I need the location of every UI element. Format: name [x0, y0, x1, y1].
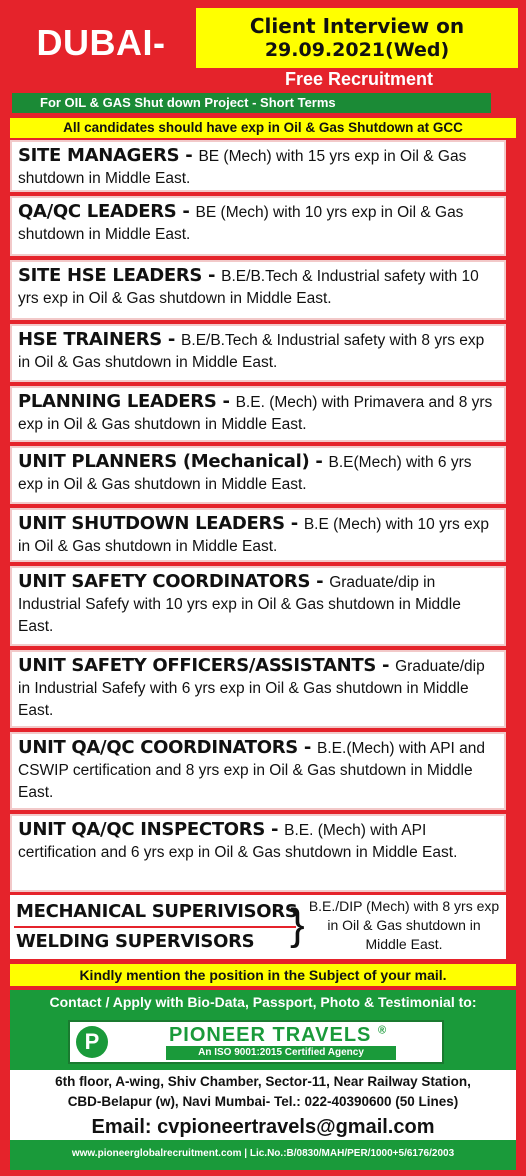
address-line: CBD-Belapur (w), Navi Mumbai- Tel.: 022-40390600 (50 Lines) — [67, 1094, 459, 1109]
position-title: SITE MANAGERS - — [18, 145, 199, 166]
position-title: PLANNING LEADERS - — [18, 391, 236, 412]
iso-badge: An ISO 9001:2015 Certified Agency — [166, 1046, 396, 1060]
position-desc: Graduate/dip in Industrial Safefy with 6 yrs exp in Oil & Gas shutdown in Middle East. — [18, 658, 485, 719]
position-desc: BE (Mech) with 15 yrs exp in Oil & Gas shutdown in Middle East. — [18, 148, 467, 187]
company-name: PIONEER TRAVELS ® — [168, 1024, 388, 1046]
position-card — [10, 324, 506, 382]
position-title: HSE TRAINERS - — [18, 329, 182, 350]
position-desc: B.E/B.Tech & Industrial safety with 10 yrs exp in Oil & Gas shutdown in Middle East. — [18, 268, 479, 307]
position-card — [10, 508, 506, 562]
license-line: www.pioneerglobalrecruitment.com | Lic.No.:B/0830/MAH/PER/1000+5/6176/2003 — [10, 1142, 516, 1166]
contact-instruction: Contact / Apply with Bio-Data, Passport, Photo & Testimonial to: — [49, 994, 477, 1010]
position-title: UNIT SAFETY COORDINATORS - — [18, 571, 330, 592]
position-title: UNIT QA/QC COORDINATORS - — [18, 737, 318, 758]
position-title: UNIT PLANNERS (Mechanical) - — [18, 451, 329, 472]
interview-banner — [196, 8, 518, 68]
project-banner: For OIL & GAS Shut down Project - Short Terms — [12, 93, 491, 113]
city-heading: DUBAI- — [36, 22, 166, 63]
position-title: SITE HSE LEADERS - — [18, 265, 222, 286]
contact-email[interactable]: Email: cvpioneertravels@gmail.com — [10, 1114, 516, 1140]
position-card — [10, 446, 506, 504]
position-card — [10, 260, 506, 320]
company-logo — [68, 1020, 444, 1064]
interview-title: Client Interview on — [249, 14, 465, 38]
contact-footer — [10, 990, 516, 1170]
logo-icon: P — [76, 1026, 108, 1058]
company-address — [10, 1070, 516, 1114]
position-card — [10, 732, 506, 810]
interview-date: 29.09.2021(Wed) — [264, 39, 450, 61]
position-card — [10, 386, 506, 442]
position-card — [10, 140, 506, 192]
mechanical-supervisors-title: MECHANICAL SUPERIVISORS — [16, 901, 298, 922]
position-title: UNIT SAFETY OFFICERS/ASSISTANTS - — [18, 655, 396, 676]
mention-banner: Kindly mention the position in the Subject of your mail. — [10, 964, 516, 986]
position-desc: BE (Mech) with 10 yrs exp in Oil & Gas shutdown in Middle East. — [18, 204, 464, 243]
position-title: UNIT QA/QC INSPECTORS - — [18, 819, 285, 840]
free-recruitment-label: Free Recruitment — [284, 69, 434, 89]
divider — [14, 926, 296, 928]
position-card — [10, 566, 506, 646]
position-title: UNIT SHUTDOWN LEADERS - — [18, 513, 304, 534]
supervisors-card — [10, 895, 506, 959]
position-card — [10, 196, 506, 256]
position-desc: B.E/B.Tech & Industrial safety with 8 yrs exp in Oil & Gas shutdown in Middle East. — [18, 332, 485, 371]
position-card — [10, 650, 506, 728]
position-title: QA/QC LEADERS - — [18, 201, 196, 222]
position-card — [10, 814, 506, 892]
position-desc: B.E.(Mech) with API and CSWIP certification and 8 yrs exp in Oil & Gas shutdown in Middle East. — [18, 740, 486, 801]
welding-supervisors-title: WELDING SUPERVISORS — [16, 931, 255, 952]
position-desc: B.E. (Mech) with Primavera and 8 yrs exp in Oil & Gas shutdown in Middle East. — [18, 394, 493, 433]
position-desc: B.E (Mech) with 10 yrs exp in Oil & Gas shutdown in Middle East. — [18, 516, 490, 555]
brace-icon: } — [290, 900, 305, 949]
requirement-banner: All candidates should have exp in Oil & Gas Shutdown at GCC — [10, 118, 516, 138]
address-line: 6th floor, A-wing, Shiv Chamber, Sector-11, Near Railway Station, — [55, 1074, 471, 1089]
position-desc: B.E. (Mech) with API certification and 6 yrs exp in Oil & Gas shutdown in Middle East. — [18, 822, 458, 861]
supervisors-desc: B.E./DIP (Mech) with 8 yrs exp in Oil & Gas shutdown in Middle East. — [308, 898, 500, 952]
position-desc: B.E(Mech) with 6 yrs exp in Oil & Gas shutdown in Middle East. — [18, 454, 472, 493]
position-desc: Graduate/dip in Industrial Safefy with 10 yrs exp in Oil & Gas shutdown in Middle East. — [18, 574, 461, 635]
